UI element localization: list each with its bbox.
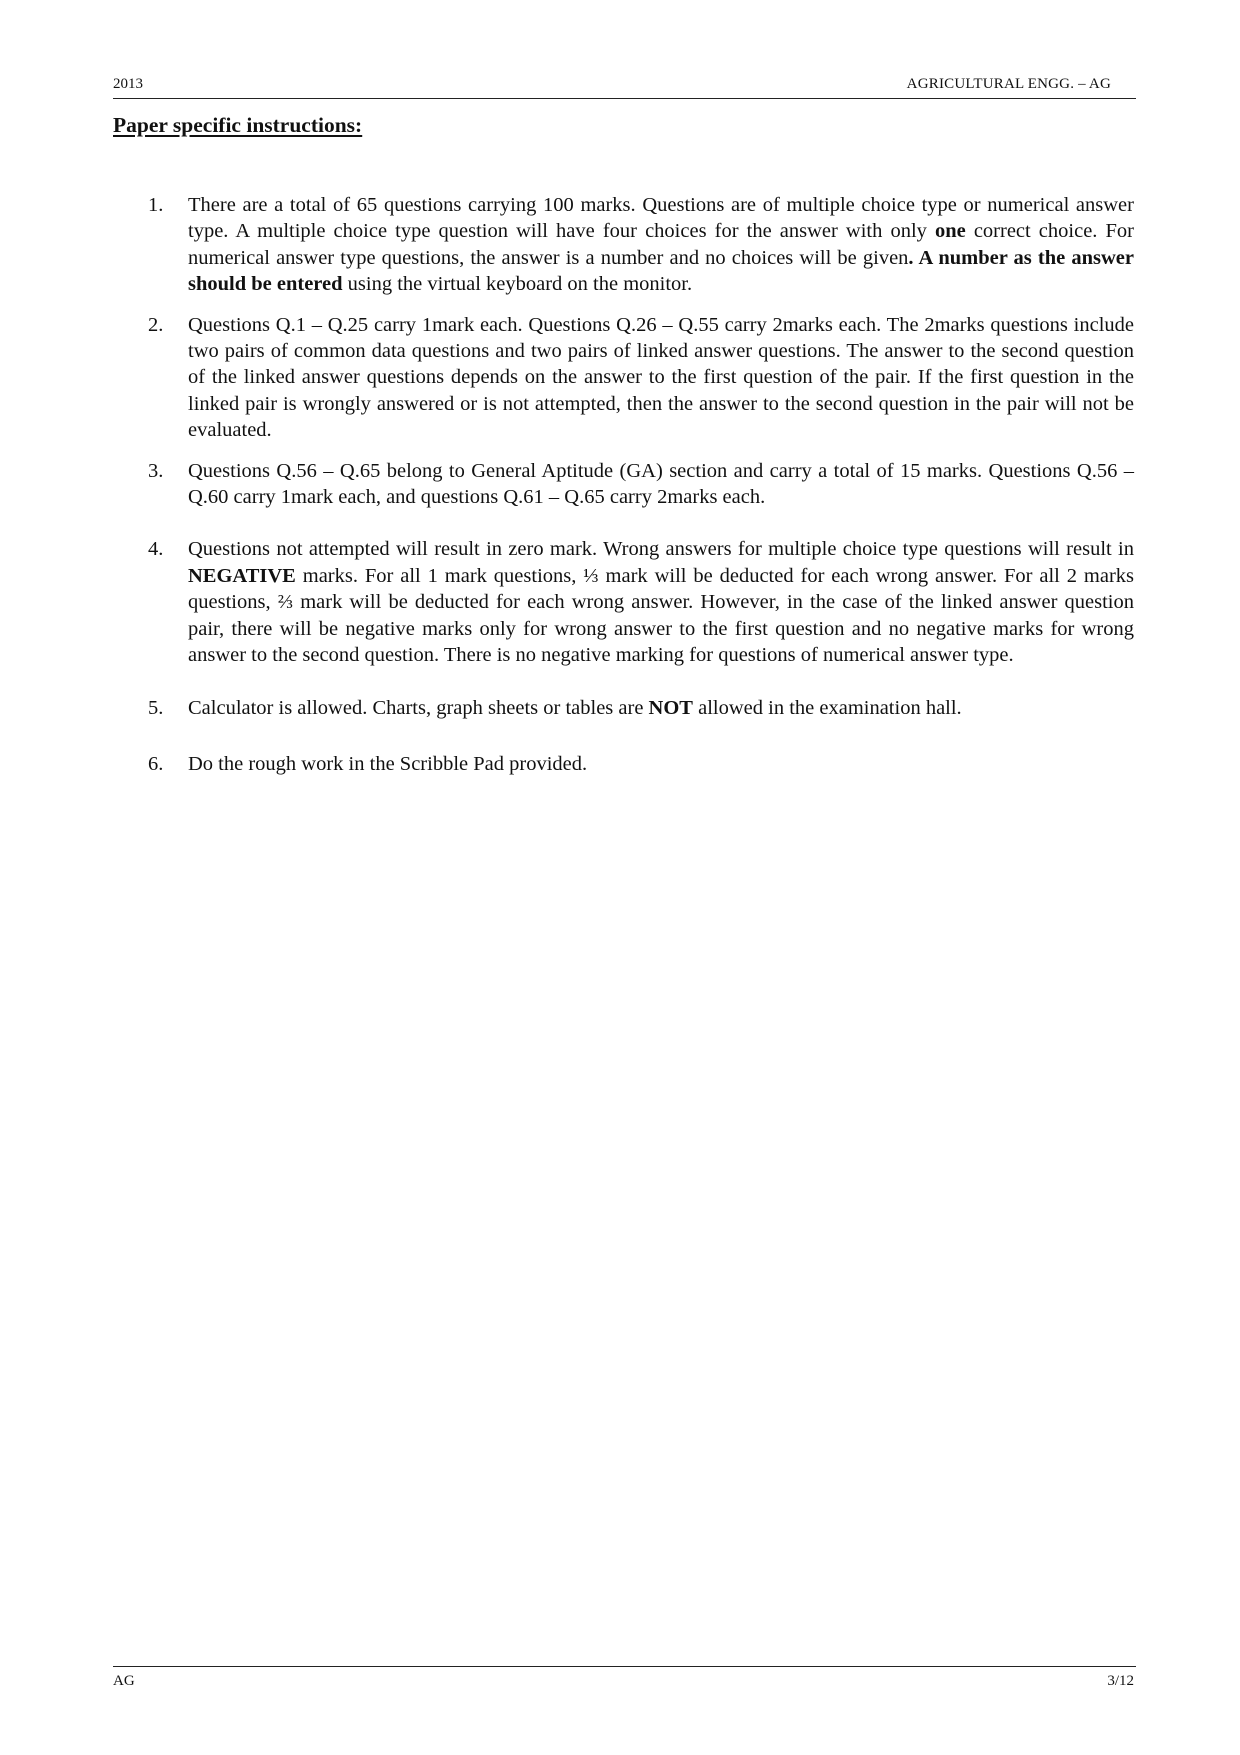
instruction-number: 4. [148, 538, 164, 561]
instruction-list [148, 192, 1134, 777]
instruction-item-1 [148, 192, 1134, 298]
instruction-emphasis: . A number as the answer should be entered [188, 246, 1134, 296]
instruction-text: Do the rough work in the Scribble Pad provided. [188, 752, 588, 775]
instruction-number: 3. [148, 459, 164, 482]
instruction-emphasis: one [934, 220, 966, 243]
header-paper-title: AGRICULTURAL ENGG. – AG [906, 76, 1111, 92]
instruction-item-5 [148, 695, 1134, 721]
header-year: 2013 [113, 76, 143, 92]
footer-page-number: 3/12 [1107, 1673, 1134, 1689]
instruction-text: Calculator is allowed. Charts, graph sheets or tables are [188, 696, 649, 719]
instruction-emphasis: NEGATIVE [188, 564, 296, 587]
instruction-text: Questions Q.1 – Q.25 carry 1mark each. Questions Q.26 – Q.55 carry 2marks each. The 2marks questions include two pairs of common data questions and two pairs of linked answer questions. The answer to the second question of the linked answer questions depends on the answer to the first question of the pair. If the first question in the linked pair is wrongly answered or is not attempted, then the answer to the second question in the pair will not be evaluated. [188, 313, 1134, 442]
instruction-number: 6. [148, 752, 164, 775]
instruction-text: There are a total of 65 questions carrying 100 marks. Questions are of multiple choice type or numerical answer type. A multiple choice type question will have four choices for the answer with only [188, 194, 1134, 243]
page-footer [113, 1666, 1136, 1689]
instruction-text: using the virtual keyboard on the monitor. [342, 273, 693, 296]
section-title: Paper specific instructions: [113, 113, 363, 137]
instruction-text: Questions not attempted will result in zero mark. Wrong answers for multiple choice type questions will result in [188, 538, 1134, 561]
footer-paper-code: AG [113, 1673, 135, 1689]
instruction-item-2 [148, 312, 1134, 444]
instruction-number: 2. [148, 313, 164, 336]
instruction-item-6 [148, 751, 1134, 777]
instruction-emphasis: NOT [648, 696, 693, 719]
instruction-number: 5. [148, 696, 164, 719]
instruction-item-3 [148, 458, 1134, 511]
instruction-text: correct choice. For numerical answer type questions, the answer is a number and no choices will be given [188, 220, 1134, 269]
page-header [113, 72, 1136, 99]
instruction-number: 1. [148, 194, 164, 216]
instruction-text: Questions Q.56 – Q.65 belong to General Aptitude (GA) section and carry a total of 15 marks. Questions Q.56 – Q.60 carry 1mark each, and questions Q.61 – Q.65 carry 2marks each. [188, 459, 1134, 509]
instruction-item-4 [148, 536, 1134, 668]
instruction-text: marks. For all 1 mark questions, ⅓ mark will be deducted for each wrong answer. For all 2 marks questions, ⅔ mark will be deducted for each wrong answer. However, in the case of the linked answer question pair, there will be negative marks only for wrong answer to the first question and no negative marks for wrong answer to the second question. There is no negative marking for questions of numerical answer type. [188, 564, 1134, 667]
instruction-text: allowed in the examination hall. [692, 696, 962, 719]
